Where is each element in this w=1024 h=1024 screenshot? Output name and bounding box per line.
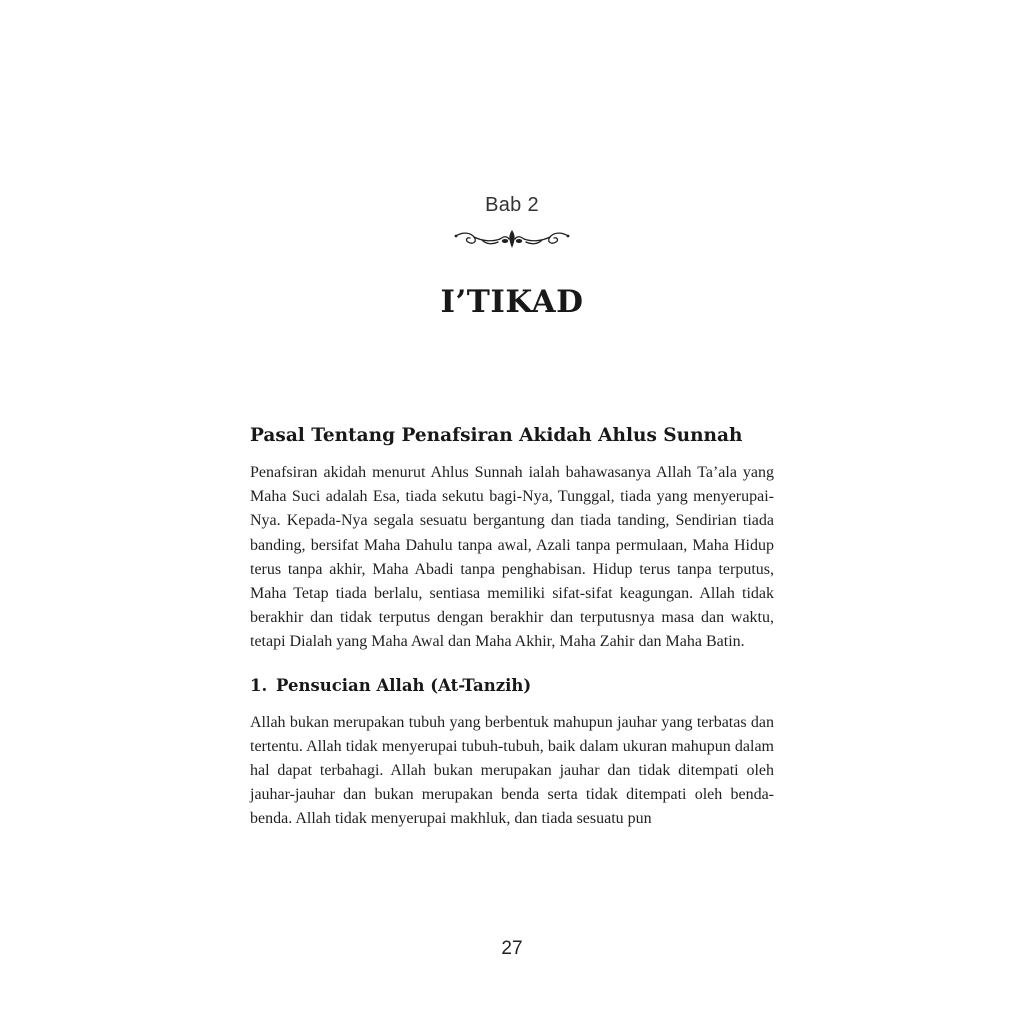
subsection-title: Pensucian Allah (At-Tanzih) (276, 675, 532, 695)
page-number: 27 (501, 938, 523, 959)
body-content (250, 420, 774, 832)
section-paragraph: Penafsiran akidah menurut Ahlus Sunnah ialah bahawasanya Allah Ta’ala yang Maha Suci adalah Esa, tiada sekutu bagi-Nya, Tunggal, tiada yang menyerupai-Nya. Kepada-Nya segala sesuatu bergantung dan tiada tanding, Sendirian tiada banding, bersifat Maha Dahulu tanpa awal, Azali tanpa permulaan, Maha Hidup terus tanpa akhir, Maha Abadi tanpa penghabisan. Hidup terus tanpa terputus, Maha Tetap tiada berlalu, sentiasa memiliki sifat-sifat keagungan. Allah tidak berakhir dan tidak terputus dengan berakhir dan terputusnya masa dan waktu, tetapi Dialah yang Maha Awal dan Maha Akhir, Maha Zahir dan Maha Batin. (250, 464, 774, 651)
chapter-label: Bab 2 (485, 194, 539, 216)
section-heading: Pasal Tentang Penafsiran Akidah Ahlus Sunnah (250, 425, 743, 446)
subsection-paragraph: Allah bukan merupakan tubuh yang berbentuk mahupun jauhar yang terbatas dan tertentu. Allah tidak menyerupai tubuh-tubuh, baik dalam ukuran mahupun dalam hal dapat terbahagi. Allah bukan merupakan jauhar dan tidak ditempati oleh jauhar-jauhar dan bukan merupakan benda serta tidak ditempati oleh benda-benda. Allah tidak menyerupai makhluk, dan tiada sesuatu pun (250, 713, 774, 828)
decorative-flourish-icon (452, 228, 572, 250)
subsection-number: 1. (250, 675, 268, 695)
subsection-heading (250, 670, 774, 702)
chapter-title: I’TIKAD (440, 284, 584, 320)
